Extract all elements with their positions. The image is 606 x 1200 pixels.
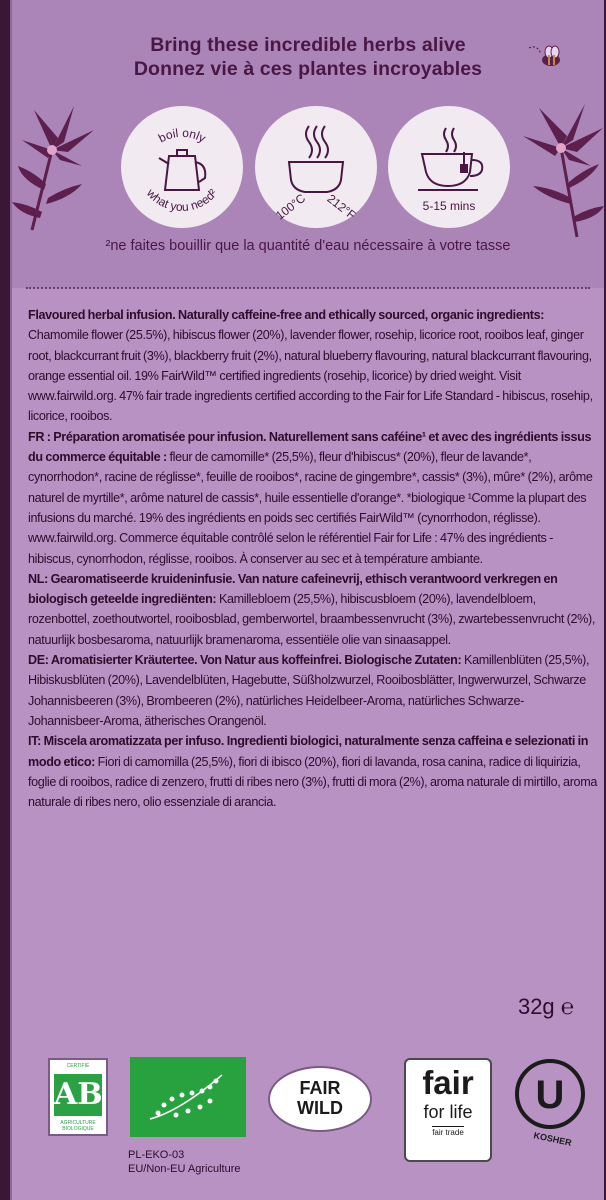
tagline-english: Bring these incredible herbs alive <box>150 34 466 56</box>
estimated-sign-icon: ℮ <box>560 994 574 1019</box>
tagline-french: Donnez vie à ces plantes incroyables <box>133 58 483 80</box>
teacup-icon <box>388 106 510 228</box>
package-back-panel <box>10 0 604 1200</box>
ingredients-fr-text: fleur de camomille* (25,5%), fleur d'hibiscus* (20%), fleur de lavande*, cynorrhodon*, racine de réglisse*, feuille de rooibos*, racine de gingembre*, cassis* (3%), mûre* (2%), arôme naturel de myrtille*, arôme naturel de cassis*, huile essentielle d'orange*. *biologique ¹Comme la plupart des infusions du marché. 19% des ingrédients en poids sec certifiés FairWild™ (cynorrhodon, réglisse). www.fairwild.org. Commerce équitable contrôlé selon le référentiel Fair for Life : 47% des ingrédients - hibiscus, cynorrhodon, réglisse, rooibos. À conserver au sec et à température ambiante. <box>28 450 593 566</box>
ingredients-de <box>28 650 598 731</box>
ingredients-block <box>28 305 598 812</box>
eu-control-code <box>128 1148 241 1176</box>
fairwild-logo <box>268 1066 372 1132</box>
ingredients-en-text: Chamomile flower (25.5%), hibiscus flower (20%), lavender flower, rosehip, licorice root, rooibos leaf, ginger root, blackcurrant fruit (3%), blackberry fruit (2%), natural blueberry flavouring, natural blackcurrant flavouring, orange essential oil. 19% FairWild™ certified ingredients (rosehip, licorice) by dried weight. Visit www.fairwild.org. 47% fair trade ingredients certified according to the Fair for Life Standard - hibiscus, rosehip, licorice, rooibos. <box>28 328 593 424</box>
ingredients-de-heading: DE: Aromatisierter Kräutertee. Von Natur aus koffeinfrei. Biologische Zutaten: <box>28 653 462 668</box>
ingredients-fr-heading: FR : Préparation aromatisée pour infusion. Naturellement sans caféine¹ et avec des ingrédients issus du commerce équitable : <box>28 429 592 465</box>
kosher-letter: U <box>535 1073 565 1117</box>
flower-illustration-right <box>517 82 604 242</box>
footnote: ²ne faites bouillir que la quantité d'eau nécessaire à votre tasse <box>105 238 511 254</box>
step-boil-circle <box>121 106 243 228</box>
ingredients-fr <box>28 427 598 569</box>
ingredients-en-heading: Flavoured herbal infusion. Naturally caffeine-free and ethically sourced, organic ingredients: <box>28 308 545 322</box>
ingredients-nl <box>28 569 598 650</box>
flower-illustration-left <box>12 80 107 240</box>
ab-logo-letters: AB <box>54 1074 102 1116</box>
brewing-header <box>12 0 604 288</box>
ab-logo-top-text: CERTIFIÉ <box>66 1063 90 1069</box>
step-boil-label-bottom: what you need² <box>143 186 220 215</box>
ffl-trade-text: fair trade <box>432 1128 464 1137</box>
step-temperature-circle <box>255 106 377 228</box>
ingredients-en <box>28 305 598 427</box>
eu-leaf-icon <box>130 1057 246 1137</box>
step-time-circle <box>388 106 510 228</box>
ffl-life-text: for life <box>423 1102 473 1122</box>
fairwild-line1: FAIR <box>299 1078 341 1098</box>
eu-code-line2: EU/Non-EU Agriculture <box>128 1163 241 1175</box>
fair-for-life-logo <box>404 1058 492 1162</box>
kettle-icon <box>121 106 243 228</box>
kosher-text: KOSHER <box>532 1130 573 1148</box>
divider-top <box>26 287 590 289</box>
step-time-label: 5-15 mins <box>422 199 476 213</box>
ingredients-nl-heading: NL: Gearomatiseerde kruideninfusie. Van nature cafeinevrij, ethisch verantwoord verkregen en biologisch geteelde ingrediënten: <box>28 571 558 607</box>
net-weight-value: 32g <box>517 994 555 1019</box>
cup-steam-icon <box>255 106 377 228</box>
eu-organic-logo <box>130 1057 246 1137</box>
fairwild-line2: WILD <box>297 1098 343 1118</box>
ingredients-nl-text: Kamillebloem (25,5%), hibiscusbloem (20%), lavendelbloem, rozenbottel, zoethoutwortel, rooibosblad, gemberwortel, braambessenvrucht (3%), zwartebessenvrucht (2%), natuurlijk bosbesaroma, natuurlijk bramenaroma, essentiële olie van sinaasappel. <box>28 592 595 647</box>
step-boil-label-top: boil only <box>156 125 209 146</box>
ingredients-it-heading: IT: Miscela aromatizzata per infuso. Ingredienti biologici, naturalmente senza caffeina e selezionati in modo etico: <box>28 734 589 769</box>
ffl-fair-text: fair <box>422 1064 474 1101</box>
eu-code-line1: PL-EKO-03 <box>128 1149 185 1161</box>
net-weight <box>518 994 574 1020</box>
step-temp-fahrenheit: 212°F <box>324 191 359 223</box>
ingredients-it-text: Fiori di camomilla (25,5%), fiori di ibisco (20%), fiori di lavanda, rosa canina, radice di liquirizia, foglie di rooibos, radice di zenzero, frutti di ribes nero (3%), frutti di mora (2%), aroma naturale di mirtillo, aroma naturale di ribes nero, olio essenziale di arancia. <box>28 754 597 810</box>
svg-text:boil only <box>156 126 208 146</box>
kosher-logo <box>512 1058 592 1148</box>
ab-organic-logo <box>48 1058 108 1136</box>
ingredients-de-text: Kamillenblüten (25,5%), Hibiskusblüten (20%), Lavendelblüten, Hagebutte, Süßholzwurzel, Rooibosblätter, Ingwerwurzel, Schwarze Johannisbeeren (3%), Brombeeren (2%), natürliches Heidelbeer-Aroma, natürliches Schwarze-Johannisbeer-Aroma, ätherisches Orangenöl. <box>28 653 590 728</box>
ingredients-it <box>28 731 598 812</box>
ab-logo-bottom-text: AGRICULTURE BIOLOGIQUE <box>60 1120 96 1132</box>
step-temp-celsius: 100°C <box>273 191 309 223</box>
